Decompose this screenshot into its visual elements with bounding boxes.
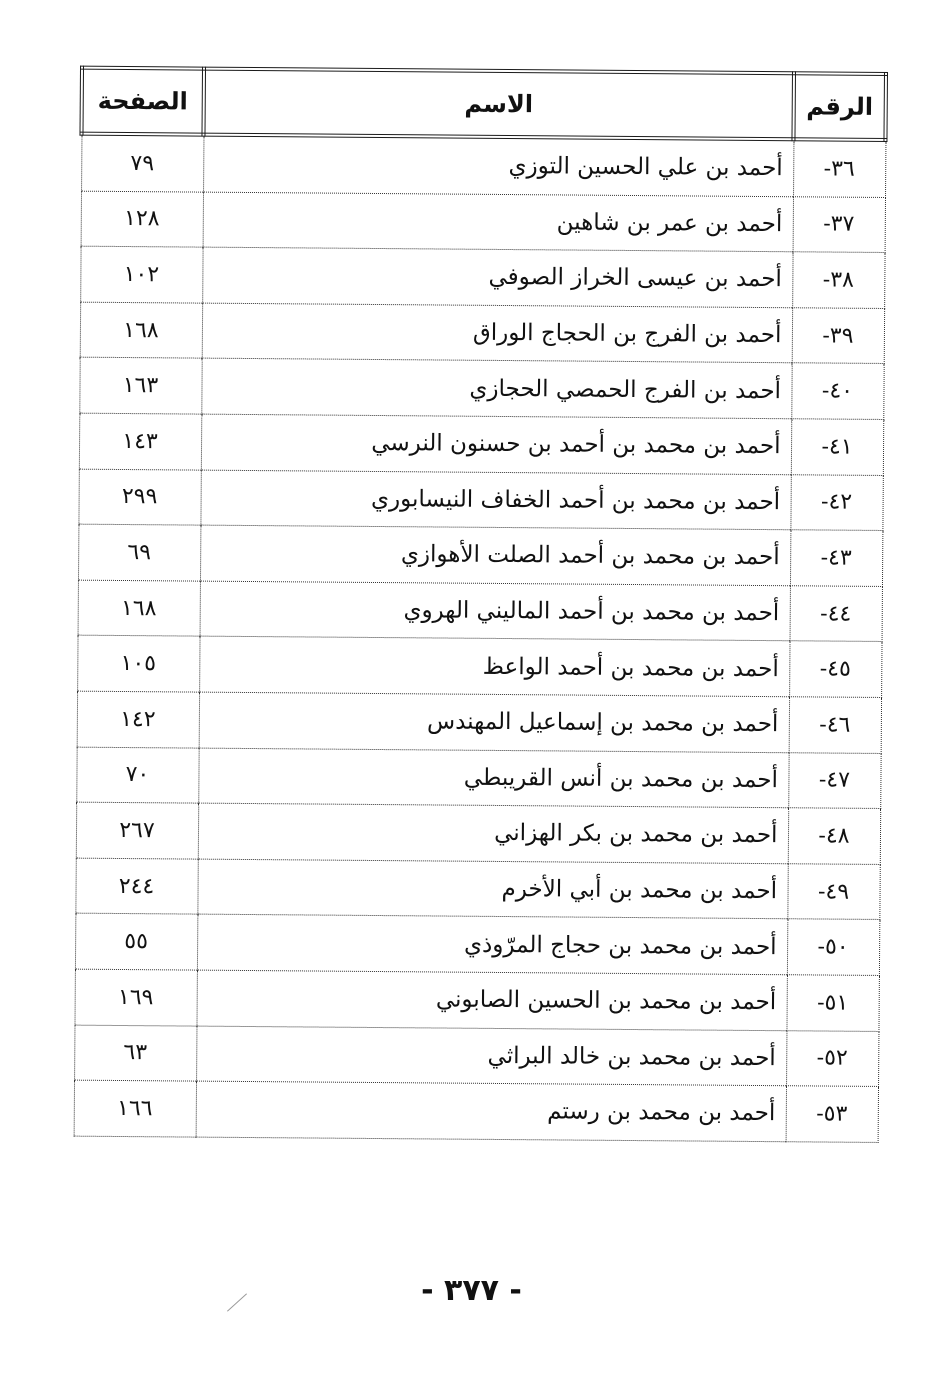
table-row bbox=[79, 413, 883, 475]
table-row bbox=[77, 691, 881, 753]
row-number: ٥٠- bbox=[787, 919, 879, 975]
row-number: ٥١- bbox=[786, 975, 878, 1031]
row-number: ٣٧- bbox=[793, 196, 885, 252]
row-name: أحمد بن محمد بن الحسين الصابوني bbox=[196, 970, 786, 1030]
row-page: ٥٥ bbox=[75, 913, 197, 970]
table-row bbox=[78, 469, 882, 531]
row-number: ٣٨- bbox=[792, 252, 884, 308]
row-page: ٧٩ bbox=[81, 134, 203, 192]
row-number: ٣٩- bbox=[792, 308, 884, 364]
table-row bbox=[79, 358, 883, 420]
row-name: أحمد بن محمد بن أبي الأخرم bbox=[197, 859, 787, 919]
row-page: ٧٠ bbox=[76, 747, 198, 804]
table-row bbox=[75, 858, 879, 920]
row-page: ١٦٩ bbox=[74, 969, 196, 1026]
table-row bbox=[81, 191, 885, 253]
table-row bbox=[77, 635, 881, 697]
row-name: أحمد بن محمد بن رستم bbox=[196, 1081, 786, 1141]
row-name: أحمد بن محمد بن أحمد الخفاف النيسابوري bbox=[200, 470, 790, 530]
row-number: ٤٦- bbox=[789, 697, 881, 753]
row-page: ١٠٢ bbox=[80, 246, 202, 303]
table-body bbox=[74, 134, 886, 1142]
row-name: أحمد بن محمد بن أحمد بن حسنون النرسي bbox=[201, 414, 791, 474]
row-name: أحمد بن محمد بن أحمد الماليني الهروي bbox=[200, 581, 790, 641]
header-number: الرقم bbox=[793, 73, 886, 140]
row-page: ٦٣ bbox=[74, 1025, 196, 1082]
row-number: ٤٩- bbox=[787, 863, 879, 919]
row-number: ٣٦- bbox=[793, 139, 885, 197]
row-page: ١٦٨ bbox=[80, 302, 202, 359]
table-row bbox=[74, 1025, 878, 1087]
row-page: ١٦٨ bbox=[78, 580, 200, 637]
row-name: أحمد بن محمد بن بكر الهزاني bbox=[198, 803, 788, 863]
row-number: ٤٨- bbox=[788, 808, 880, 864]
row-page: ١٤٢ bbox=[77, 691, 199, 748]
row-page: ١٦٣ bbox=[79, 358, 201, 415]
row-name: أحمد بن علي الحسين التوزي bbox=[203, 135, 793, 197]
row-page: ١٠٥ bbox=[77, 635, 199, 692]
row-name: أحمد بن الفرج الحمصي الحجازي bbox=[201, 358, 791, 418]
page-number: - ٣٧٧ - bbox=[421, 1273, 522, 1308]
table-row bbox=[80, 302, 884, 364]
table-row bbox=[81, 134, 885, 197]
table-row bbox=[78, 580, 882, 642]
row-number: ٤٠- bbox=[791, 363, 883, 419]
row-name: أحمد بن محمد بن أنس القريبطي bbox=[198, 748, 788, 808]
row-page: ٦٩ bbox=[78, 524, 200, 581]
row-name: أحمد بن عمر بن شاهين bbox=[203, 192, 793, 252]
row-page: ١٦٦ bbox=[74, 1080, 196, 1137]
row-name: أحمد بن محمد بن خالد البراثي bbox=[196, 1026, 786, 1086]
table-row bbox=[76, 747, 880, 809]
index-table bbox=[72, 66, 888, 1143]
row-name: أحمد بن محمد بن أحمد الصلت الأهوازي bbox=[200, 525, 790, 585]
row-page: ٢٤٤ bbox=[75, 858, 197, 915]
table-row bbox=[76, 802, 880, 864]
row-number: ٥٣- bbox=[786, 1086, 878, 1142]
row-number: ٤٧- bbox=[788, 752, 880, 808]
row-number: ٤٢- bbox=[790, 474, 882, 530]
header-page: الصفحة bbox=[81, 68, 204, 135]
table-row bbox=[78, 524, 882, 586]
row-page: ١٤٣ bbox=[79, 413, 201, 470]
row-name: أحمد بن محمد بن أحمد الواعظ bbox=[199, 636, 789, 696]
row-name: أحمد بن محمد بن إسماعيل المهندس bbox=[199, 692, 789, 752]
table-row bbox=[74, 1080, 878, 1142]
table-row bbox=[75, 913, 879, 975]
row-number: ٥٢- bbox=[786, 1030, 878, 1086]
row-page: ١٢٨ bbox=[81, 191, 203, 248]
header-name: الاسم bbox=[203, 69, 794, 140]
row-name: أحمد بن عيسى الخراز الصوفي bbox=[202, 247, 792, 307]
table-row bbox=[80, 246, 884, 308]
row-number: ٤٣- bbox=[790, 530, 882, 586]
row-number: ٤٤- bbox=[790, 585, 882, 641]
table-header-row bbox=[81, 68, 885, 140]
table-row bbox=[74, 969, 878, 1031]
row-name: أحمد بن محمد بن حجاج المرّوذي bbox=[197, 914, 787, 974]
row-name: أحمد بن الفرج بن الحجاج الوراق bbox=[202, 303, 792, 363]
row-page: ٢٩٩ bbox=[78, 469, 200, 526]
row-page: ٢٦٧ bbox=[76, 802, 198, 859]
row-number: ٤١- bbox=[791, 419, 883, 475]
row-number: ٤٥- bbox=[789, 641, 881, 697]
